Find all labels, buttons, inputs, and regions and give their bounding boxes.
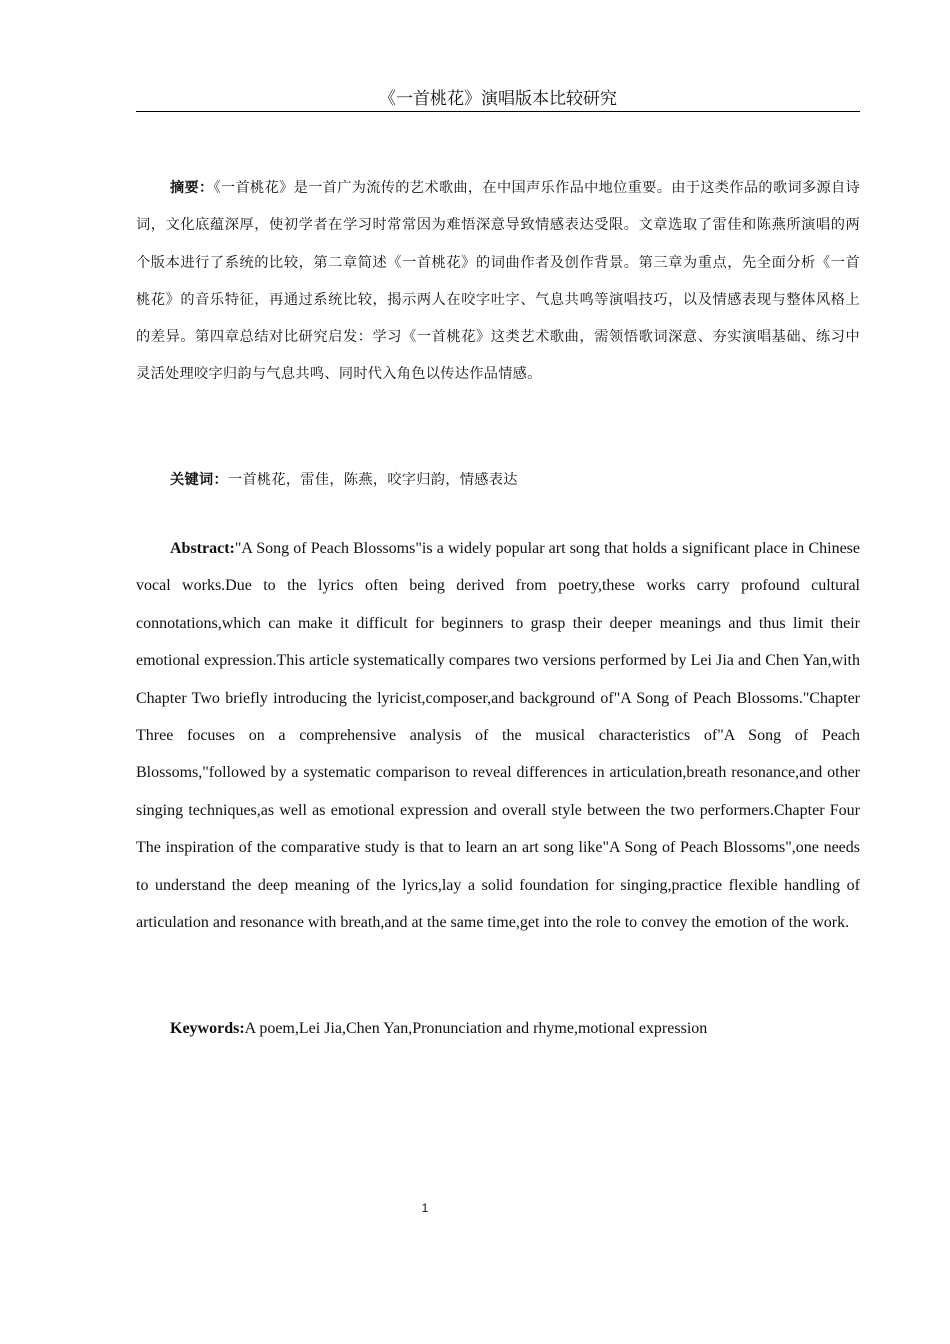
english-keywords-text: A poem,Lei Jia,Chen Yan,Pronunciation and rhyme,motional expression: [244, 1020, 708, 1037]
page-header-title: 《一首桃花》演唱版本比较研究: [136, 88, 860, 112]
english-abstract-text: "A Song of Peach Blossoms"is a widely popular art song that holds a significant place in Chinese vocal works.Due to the lyrics often being derived from poetry,these works carry profound cultural connotations,which can make it difficult for beginners to grasp their deeper meanings and thus limit their emotional expression.This article systematically compares two versions performed by Lei Jia and Chen Yan,with Chapter Two briefly introducing the lyricist,composer,and background of"A Song of Peach Blossoms."Chapter Three focuses on a comprehensive analysis of the musical characteristics of"A Song of Peach Blossoms,"followed by a systematic comparison to reveal differences in articulation,breath resonance,and other singing techniques,as well as emotional expression and overall style between the two performers.Chapter Four The inspiration of the comparative study is that to learn an art song like"A Song of Peach Blossoms",one needs to understand the deep meaning of the lyrics,lay a solid foundation for singing,practice flexible handling of articulation and resonance with breath,and at the same time,get into the role to convey the emotion of the work.: [136, 540, 860, 932]
chinese-keywords-text: 一首桃花，雷佳，陈燕，咬字归韵，情感表达: [227, 472, 518, 488]
chinese-abstract-text: 《一首桃花》是一首广为流传的艺术歌曲，在中国声乐作品中地位重要。由于这类作品的歌词多源自诗词，文化底蕴深厚，使初学者在学习时常常因为难悟深意导致情感表达受限。文章选取了雷佳和陈燕所演唱的两个版本进行了系统的比较，第二章简述《一首桃花》的词曲作者及创作背景。第三章为重点，先全面分析《一首桃花》的音乐特征，再通过系统比较，揭示两人在咬字吐字、气息共鸣等演唱技巧，以及情感表现与整体风格上的差异。第四章总结对比研究启发：学习《一首桃花》这类艺术歌曲，需领悟歌词深意、夯实演唱基础、练习中灵活处理咬字归韵与气息共鸣、同时代入角色以传达作品情感。: [136, 180, 860, 383]
english-abstract-label: Abstract:: [170, 540, 235, 557]
english-abstract: [136, 530, 860, 941]
chinese-keywords-label: 关键词：: [170, 472, 228, 488]
chinese-abstract: [136, 170, 860, 394]
page-number: 1: [421, 1201, 429, 1215]
chinese-keywords: [136, 462, 860, 499]
english-keywords: [136, 1010, 860, 1047]
english-keywords-label: Keywords:: [170, 1020, 245, 1037]
chinese-abstract-label: 摘要：: [170, 180, 214, 196]
